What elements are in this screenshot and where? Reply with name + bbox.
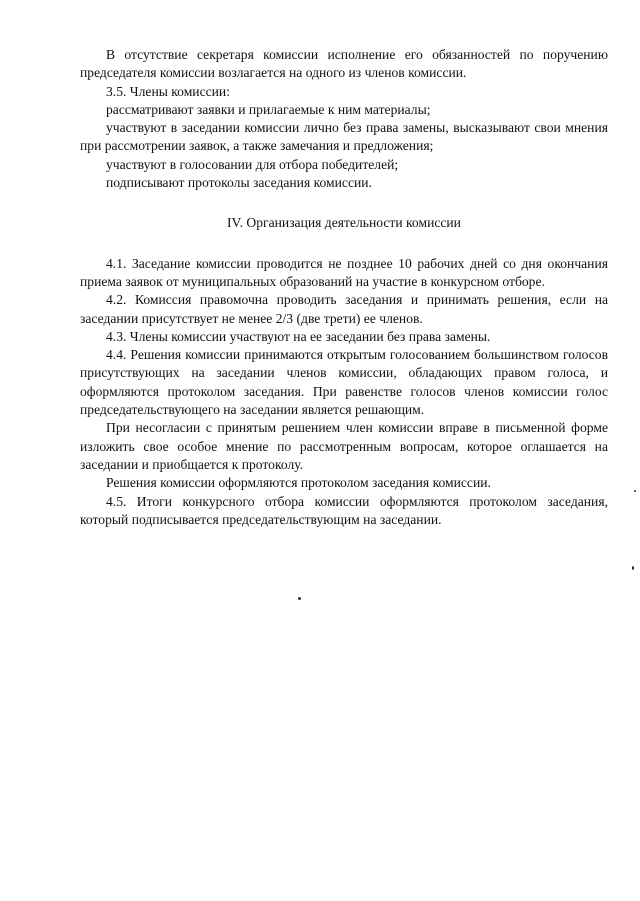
scan-speck [634,490,636,492]
paragraph-4-5: 4.5. Итоги конкурсного отбора комиссии оформляются протоколом заседания, который подписывается председательствующим на заседании. [80,493,608,527]
section-heading-iv: IV. Организация деятельности комиссии [227,215,461,231]
paragraph-3-5: 3.5. Члены комиссии: [106,83,230,99]
paragraph-4-3: 4.3. Члены комиссии участвуют на ее заседании без права замены. [106,328,491,344]
paragraph-participate-meeting: участвуют в заседании комиссии лично без права замены, высказывают свои мнения при рассмотрении заявок, а также замечания и предложения; [80,120,608,154]
paragraph-dissent: При несогласии с принятым решением член комиссии вправе в письменной форме изложить свое особое мнение по рассмотренным вопросам, которое оглашается на заседании и приобщается к протоколу. [80,420,608,472]
paragraph-decisions-protocol: Решения комиссии оформляются протоколом заседания комиссии. [106,475,491,491]
scan-speck [632,566,634,570]
paragraph-voting: участвуют в голосовании для отбора победителей; [106,156,399,172]
scan-speck [298,597,301,600]
paragraph-review-applications: рассматривают заявки и прилагаемые к ним материалы; [106,101,431,117]
paragraph-4-4: 4.4. Решения комиссии принимаются открытым голосованием большинством голосов присутствующих на заседании членов комиссии, обладающих правом голоса, и оформляются протоколом заседания. При равенстве голосов членов комиссии голос председательствующего на заседании является решающим. [80,347,608,418]
paragraph-4-2: 4.2. Комиссия правомочна проводить заседания и принимать решения, если на заседании присутствует не менее 2/3 (две трети) ее членов. [80,292,608,326]
paragraph-4-1: 4.1. Заседание комиссии проводится не позднее 10 рабочих дней со дня окончания приема заявок от муниципальных образований на участие в конкурсном отборе. [80,255,608,289]
paragraph-sign-protocols: подписывают протоколы заседания комиссии. [106,175,372,191]
paragraph-secretary-absence: В отсутствие секретаря комиссии исполнение его обязанностей по поручению председателя комиссии возлагается на одного из членов комиссии. [80,47,608,81]
document-body [80,46,608,529]
